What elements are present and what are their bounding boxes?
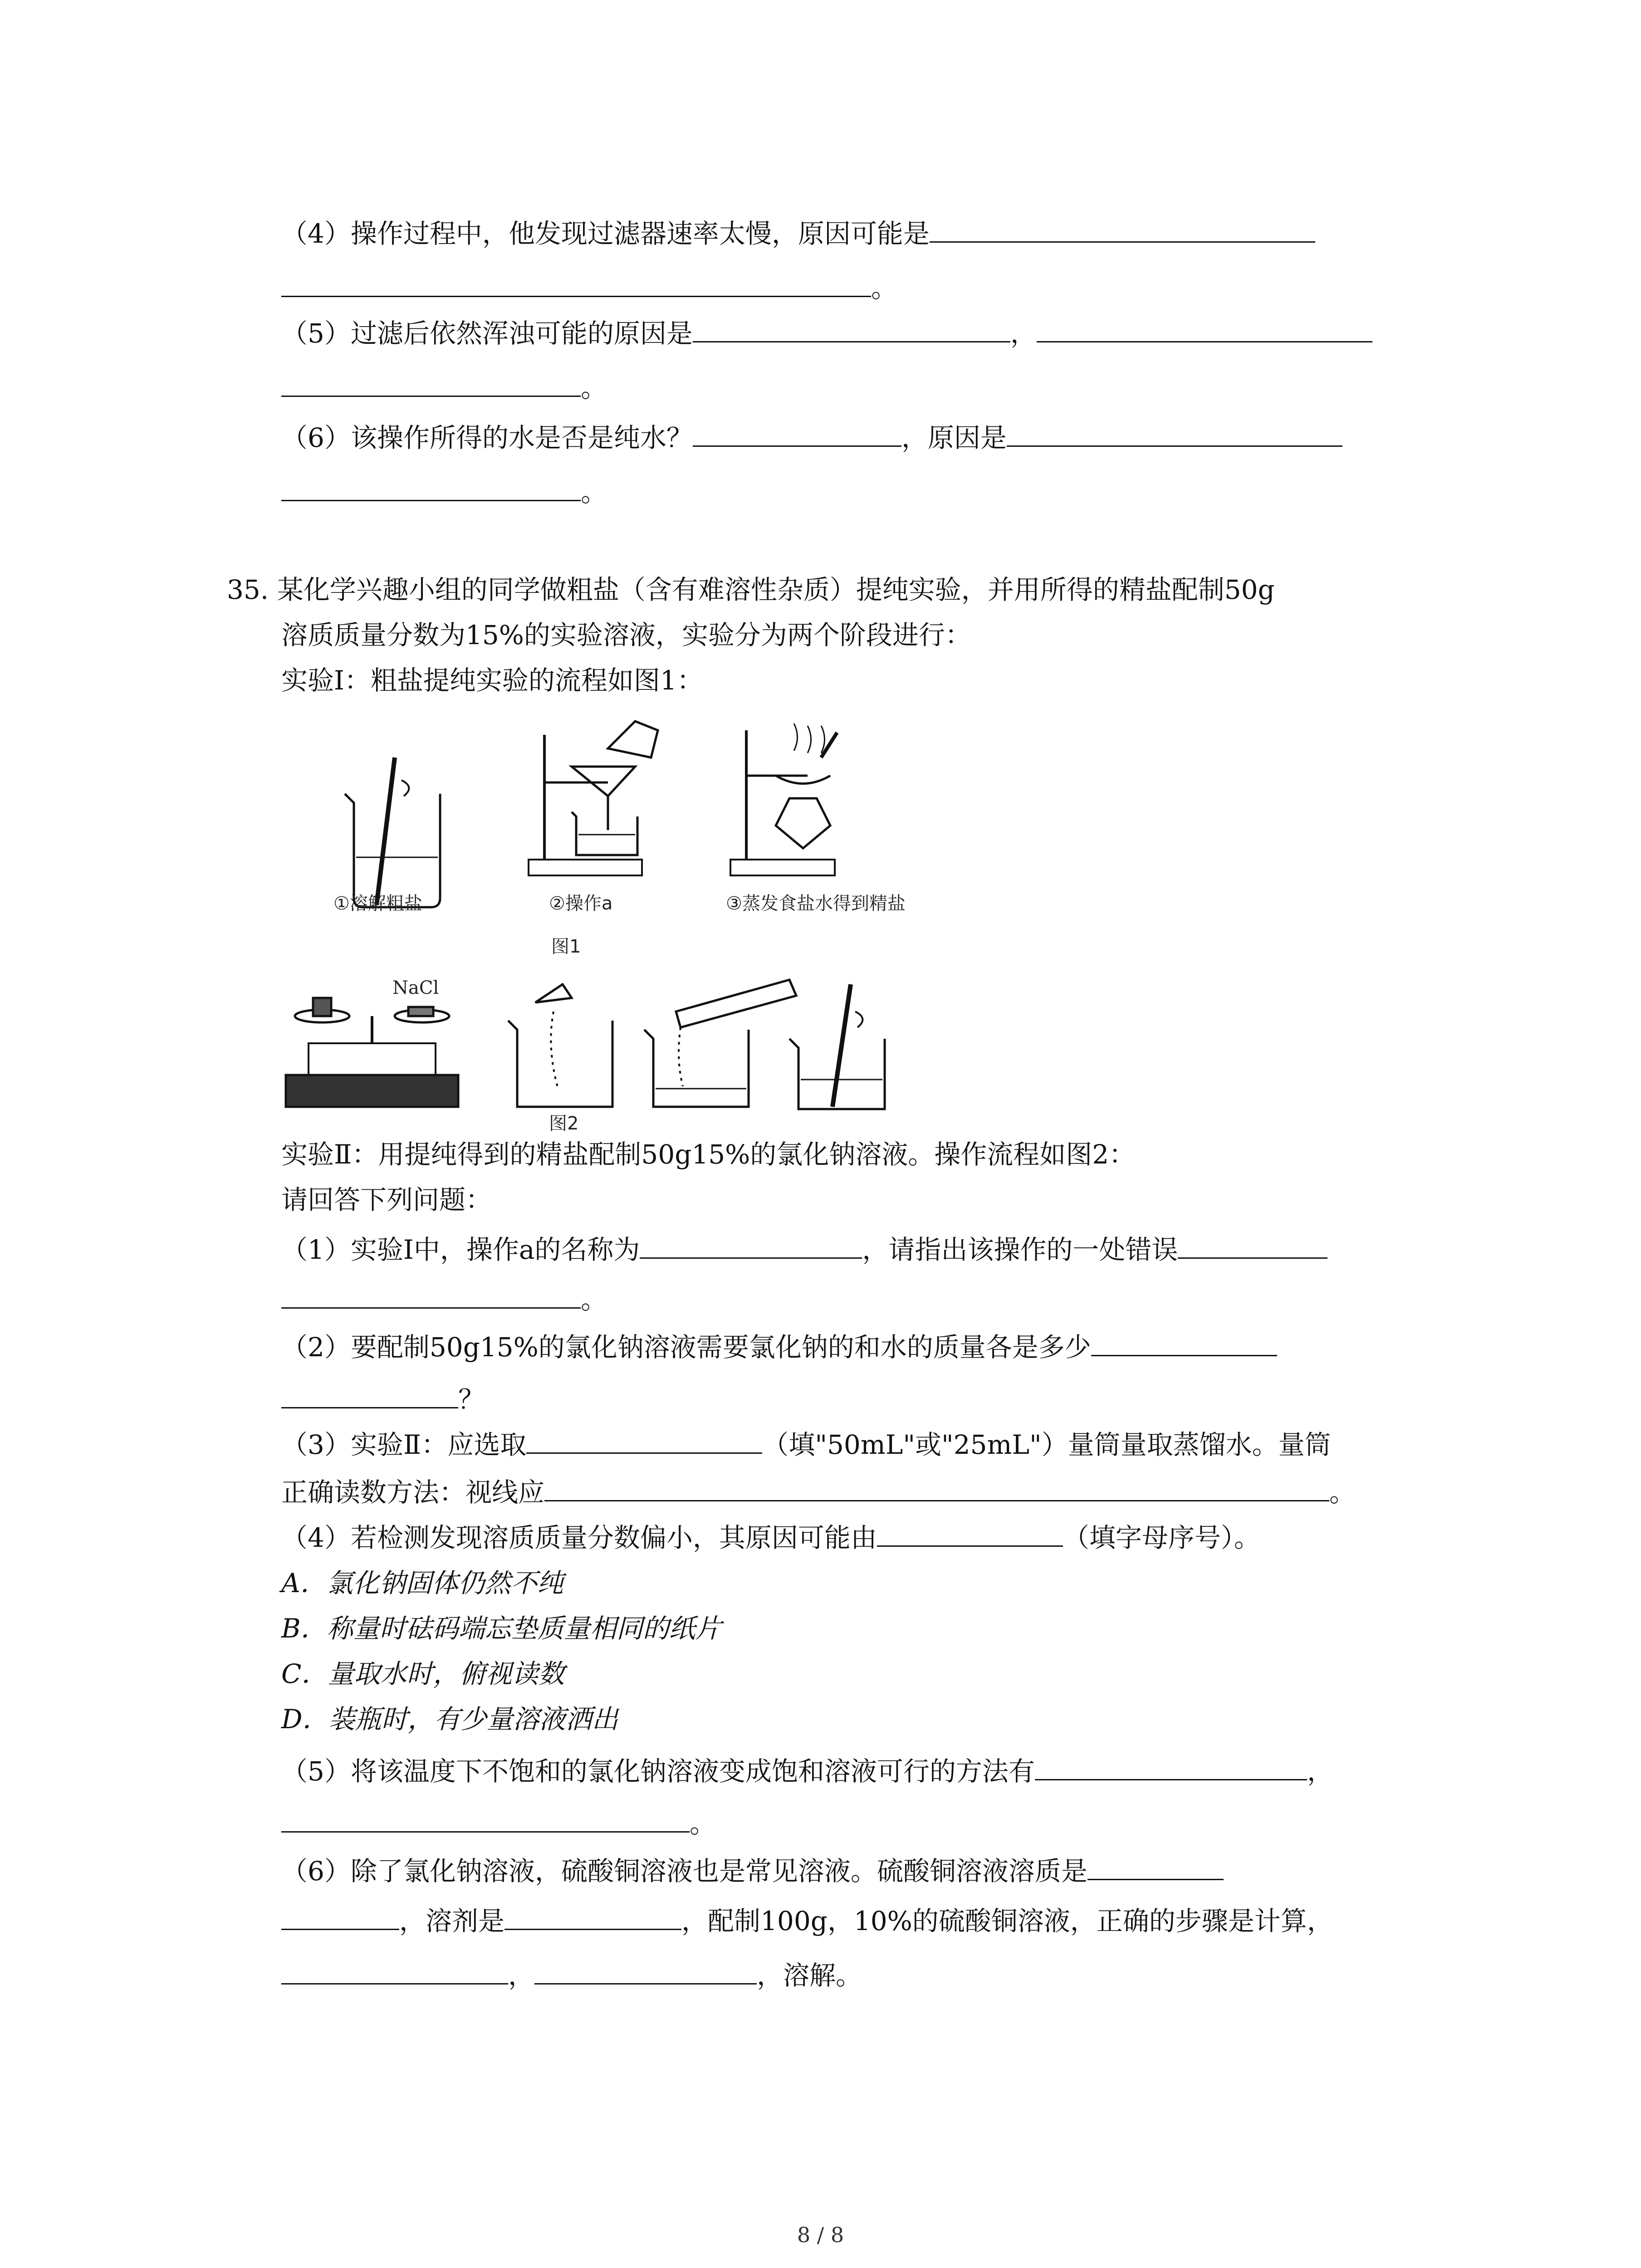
q35-part6-cont2: ， ，溶解。 [281,1960,862,1991]
q35-part6-cont: ，溶剂是 ，配制100g，10%的硫酸铜溶液，正确的步骤是计算， [281,1905,1333,1937]
answer-blank[interactable] [1091,1331,1277,1356]
nacl-label: NaCl [392,978,439,998]
q35-option-b: B．称量时砝码端忘垫质量相同的纸片 [281,1613,722,1644]
question-number: 35. [227,574,269,605]
q35-exp2-heading: 实验Ⅱ：用提纯得到的精盐配制50g15%的氯化钠溶液。操作流程如图2： [281,1139,1136,1170]
q35-part5-cont: 。 [281,1808,716,1839]
answer-blank[interactable] [281,1284,581,1309]
answer-blank[interactable] [693,318,1010,342]
q35-part3: （3）实验Ⅱ：应选取 （填"50mL"或"25mL"）量筒量取蒸馏水。量筒 [281,1429,1331,1460]
answer-blank[interactable] [534,1960,757,1984]
beaker-icon [345,758,440,907]
answer-blank[interactable] [877,1522,1063,1547]
answer-blank[interactable] [281,272,871,297]
q35-intro-line1: 35. 某化学兴趣小组的同学做粗盐（含有难溶性杂质）提纯实验，并用所得的精盐配制50g [227,574,1275,605]
figure-1-label: 图1 [551,936,581,957]
balance-icon [286,998,458,1107]
evaporation-apparatus-icon [730,723,837,875]
figure-1-caption-3: ③蒸发食盐水得到精盐 [726,893,906,914]
q35-part2-cont: ？ [281,1383,485,1415]
answer-blank[interactable] [505,1905,681,1930]
q35-part5: （5）将该温度下不饱和的氯化钠溶液变成饱和溶液可行的方法有 ， [281,1756,1333,1787]
answer-blank[interactable] [1037,318,1372,342]
answer-blank[interactable] [281,1905,399,1930]
answer-blank[interactable] [526,1429,762,1454]
filtration-apparatus-icon [529,721,658,875]
page-number: 8 / 8 [797,2223,844,2247]
q35-exp1-heading: 实验I：粗盐提纯实验的流程如图1： [281,665,703,696]
answer-blank[interactable] [1007,422,1342,447]
figure-1-caption-1: ①溶解粗盐 [333,893,422,914]
answer-blank[interactable] [1087,1855,1224,1880]
q35-ask: 请回答下列问题： [281,1184,492,1215]
q35-part1-cont: 。 [281,1284,607,1315]
answer-blank[interactable] [1178,1234,1327,1259]
answer-blank[interactable] [281,1960,508,1984]
stirring-beaker-icon [789,984,885,1109]
answer-blank[interactable] [640,1234,862,1259]
q34-part6-cont: 。 [281,476,607,508]
figure-1 [281,708,916,971]
figure-2-label: 图2 [549,1113,579,1134]
answer-blank[interactable] [281,372,581,397]
q34-part6: （6）该操作所得的水是否是纯水？ ，原因是 [281,422,1342,454]
q35-intro-line2: 溶质质量分数为15%的实验溶液，实验分为两个阶段进行： [281,620,971,650]
q35-option-a: A．氯化钠固体仍然不纯 [281,1568,563,1598]
figure-2 [281,971,1016,1120]
figure-1-caption-2: ②操作a [549,893,613,914]
q35-option-d: D．装瓶时，有少量溶液洒出 [281,1704,618,1735]
answer-blank[interactable] [544,1476,1329,1501]
answer-blank[interactable] [281,476,581,501]
q34-part5-cont: 。 [281,372,607,404]
q35-part6: （6）除了氯化钠溶液，硫酸铜溶液也是常见溶液。硫酸铜溶液溶质是 [281,1855,1224,1887]
q35-part3-cont: 正确读数方法：视线应 。 [281,1477,1356,1508]
q35-option-c: C．量取水时，俯视读数 [281,1658,565,1689]
pouring-cylinder-beaker-icon [644,980,796,1107]
answer-blank[interactable] [281,1808,690,1833]
weighing-paper-beaker-icon [508,984,612,1107]
q35-part4: （4）若检测发现溶质质量分数偏小，其原因可能由 （填字母序号）。 [281,1522,1260,1553]
q34-part4-cont: 。 [281,272,897,304]
q35-part1: （1）实验I中，操作a的名称为 ，请指出该操作的一处错误 [281,1234,1327,1266]
q34-part4: （4）操作过程中，他发现过滤器速率太慢，原因可能是 [281,218,1315,249]
q34-part5: （5）过滤后依然浑浊可能的原因是 ， [281,318,1372,349]
q35-part2: （2）要配制50g15%的氯化钠溶液需要氯化钠的和水的质量各是多少 [281,1331,1277,1363]
answer-blank[interactable] [1035,1755,1307,1780]
answer-blank[interactable] [693,422,901,447]
answer-blank[interactable] [930,218,1315,243]
answer-blank[interactable] [281,1383,458,1408]
